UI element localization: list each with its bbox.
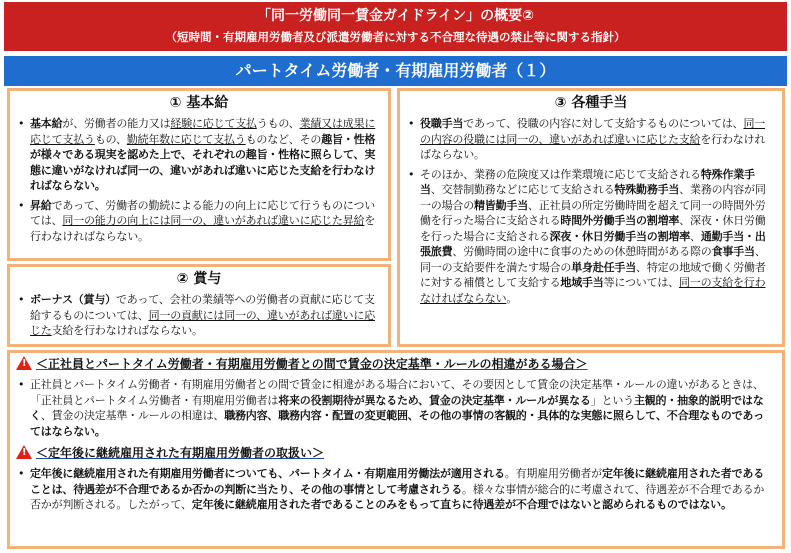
teate-box bbox=[397, 88, 785, 347]
kihonkyu-item-2 bbox=[30, 198, 380, 245]
text-segment: 同一の支給を行わなければならない bbox=[420, 276, 766, 305]
bottom-para-1 bbox=[30, 377, 774, 439]
text-segment: 、同一の支給要件を満たす場合の bbox=[420, 245, 766, 274]
text-segment: が、労働者の能力又は bbox=[62, 117, 171, 130]
warning-heading-1 bbox=[10, 355, 782, 373]
kihonkyu-box bbox=[7, 88, 391, 261]
teate-title: ③ 各種手当 bbox=[554, 95, 628, 111]
text-segment: 、交替制勤務などに応じて支給される bbox=[430, 183, 615, 196]
text-segment: 昇給 bbox=[30, 198, 52, 212]
text-segment: 同一の内容の役職には同一の、違いがあれば違いに応じた支給 bbox=[420, 117, 766, 146]
text-segment: 」という bbox=[590, 393, 634, 407]
text-segment: 正社員とパートタイム労働者・有期雇用労働者との間で賃金に相違がある場合において、その要因として賃金の決定基準・ルールの違いがあるときは、「正社員とパートタイム労働者・有期雇用労働者は bbox=[30, 378, 764, 407]
text-segment: 、業務の内容が同一の場合の bbox=[420, 183, 766, 212]
text-segment: 同一の能力の向上には同一の、違いがあれば違いに応じた bbox=[62, 214, 343, 227]
text-segment: 定年後に継続雇用された者であることのみをもって直ちに待遇差が不合理ではないと認められるものではない。 bbox=[191, 498, 732, 511]
warning-icon bbox=[16, 445, 32, 459]
page-subtitle: （短時間・有期雇用労働者及び派遣労働者に対する不合理な待遇の禁止等に関する指針） bbox=[165, 30, 626, 44]
text-segment: 、特定の地域で働く労働者に対する補償として支給する bbox=[420, 260, 766, 289]
warning-icon bbox=[16, 356, 32, 370]
text-segment: 業績又は成果に応じて支払う bbox=[30, 117, 376, 146]
text-segment: 深夜・休日労働手当の割増率 bbox=[549, 229, 691, 243]
text-segment: 、労働時間の途中に食事のための休憩時間がある際の bbox=[452, 245, 712, 258]
text-segment: であって、労働者の勤続による能力の向上に応じて行うものについては、 bbox=[30, 198, 376, 227]
text-segment: 将来の役割期待が異なるため、賃金の決定基準・ルールが異なる bbox=[278, 393, 591, 407]
section-bar: パートタイム労働者・有期雇用労働者（１） bbox=[4, 56, 787, 86]
shoyo-title: ② 賞与 bbox=[176, 271, 222, 287]
text-segment: 主観的・抽象的説明ではなく bbox=[30, 393, 764, 422]
text-segment: 職務内容、職務内容・配置の変更範囲、その他の事情の客観的・具体的な実態に照らして、不合理なものであってはならない。 bbox=[30, 409, 764, 438]
shoyo-box bbox=[7, 264, 391, 347]
text-segment: もの、 bbox=[94, 132, 127, 146]
bottom-para-2 bbox=[30, 466, 774, 513]
text-segment: 食事手当 bbox=[711, 245, 755, 258]
text-segment: 時間外労働手当の割増率 bbox=[560, 214, 680, 227]
text-segment: 勤続年数に応じて支払う bbox=[126, 132, 246, 146]
text-segment: 同一の貢献には同一の、違いがあれば違いに応じた bbox=[30, 308, 375, 337]
text-segment: 地域手当 bbox=[560, 276, 604, 289]
text-segment: 昇給 bbox=[342, 214, 365, 227]
text-segment: 等については、 bbox=[603, 276, 679, 289]
text-segment: 基本給 bbox=[30, 117, 63, 130]
shoyo-item-1 bbox=[30, 292, 380, 339]
text-segment: 、深夜・休日労働を行った場合に支給される bbox=[420, 214, 766, 243]
text-segment: 定年後に継続雇用された有期雇用労働者についても、パートタイム・有期雇用労働法が適用される bbox=[30, 467, 505, 480]
text-segment: ものなど、その bbox=[245, 132, 322, 146]
text-segment: であって、役職の内容に対して支給するものについては、 bbox=[463, 117, 744, 130]
text-segment: うもの、 bbox=[256, 117, 300, 130]
page-title: 「同一労働同一賃金ガイドライン」の概要② bbox=[256, 8, 534, 24]
text-segment: 経験に応じて支払 bbox=[170, 117, 257, 130]
text-segment: ボーナス（賞与） bbox=[30, 293, 116, 306]
kihonkyu-item-1 bbox=[30, 116, 380, 194]
text-segment: 。様々な事情が総合的に考慮されて、待遇差が不合理であるか否かが判断される。したがって、 bbox=[30, 482, 765, 511]
teate-item-1 bbox=[420, 116, 774, 163]
teate-item-2 bbox=[420, 167, 774, 307]
text-segment: であって、会社の業績等への労働者の貢献に応じて支給するものについては、 bbox=[30, 293, 375, 322]
text-segment: を行わなければならない。 bbox=[420, 132, 766, 161]
text-segment: 。有期雇用労働者が bbox=[504, 467, 602, 480]
kihonkyu-title: ① 基本給 bbox=[169, 95, 229, 111]
text-segment: 特殊作業手当 bbox=[420, 167, 755, 196]
warning-heading-2 bbox=[10, 444, 782, 462]
heading-1-text: ＜正社員とパートタイム労働者・有期雇用労働者との間で賃金の決定基準・ルールの相違がある場合＞ bbox=[36, 357, 588, 371]
text-segment: 定年後に継続雇用された者であることは、待遇差が不合理であるか否かの判断に当たり、その他の事情として考慮されうる bbox=[30, 467, 764, 496]
text-segment: 特殊勤務手当 bbox=[614, 183, 680, 196]
text-segment: 、賃金の決定基準・ルールの相違は、 bbox=[40, 409, 225, 422]
text-segment: 、 bbox=[690, 229, 701, 243]
text-segment: を行わなければならない。 bbox=[30, 214, 376, 243]
bottom-box bbox=[7, 350, 785, 549]
text-segment: 支給を行わなければならない。 bbox=[51, 324, 203, 337]
text-segment: 。 bbox=[506, 291, 518, 305]
text-segment: 趣旨・性格が様々である現実を認めた上で、それぞれの趣旨・性格に照らして、実態に違いがなければ同一の、違いがあれば違いに応じた支給を行わなければならない。 bbox=[30, 132, 376, 192]
text-segment: 役職手当 bbox=[420, 117, 464, 130]
heading-2-text: ＜定年後に継続雇用された有期雇用労働者の取扱い＞ bbox=[36, 446, 325, 460]
text-segment: 単身赴任手当 bbox=[571, 260, 637, 274]
text-segment: 精皆勤手当 bbox=[474, 198, 528, 212]
text-segment: 通勤手当・出張旅費 bbox=[420, 229, 766, 258]
header-banner bbox=[4, 2, 787, 51]
text-segment: 、正社員の所定労働時間を超えて同一の時間外労働を行った場合に支給される bbox=[420, 198, 766, 227]
text-segment: そのほか、業務の危険度又は作業環境に応じて支給される bbox=[420, 167, 701, 181]
